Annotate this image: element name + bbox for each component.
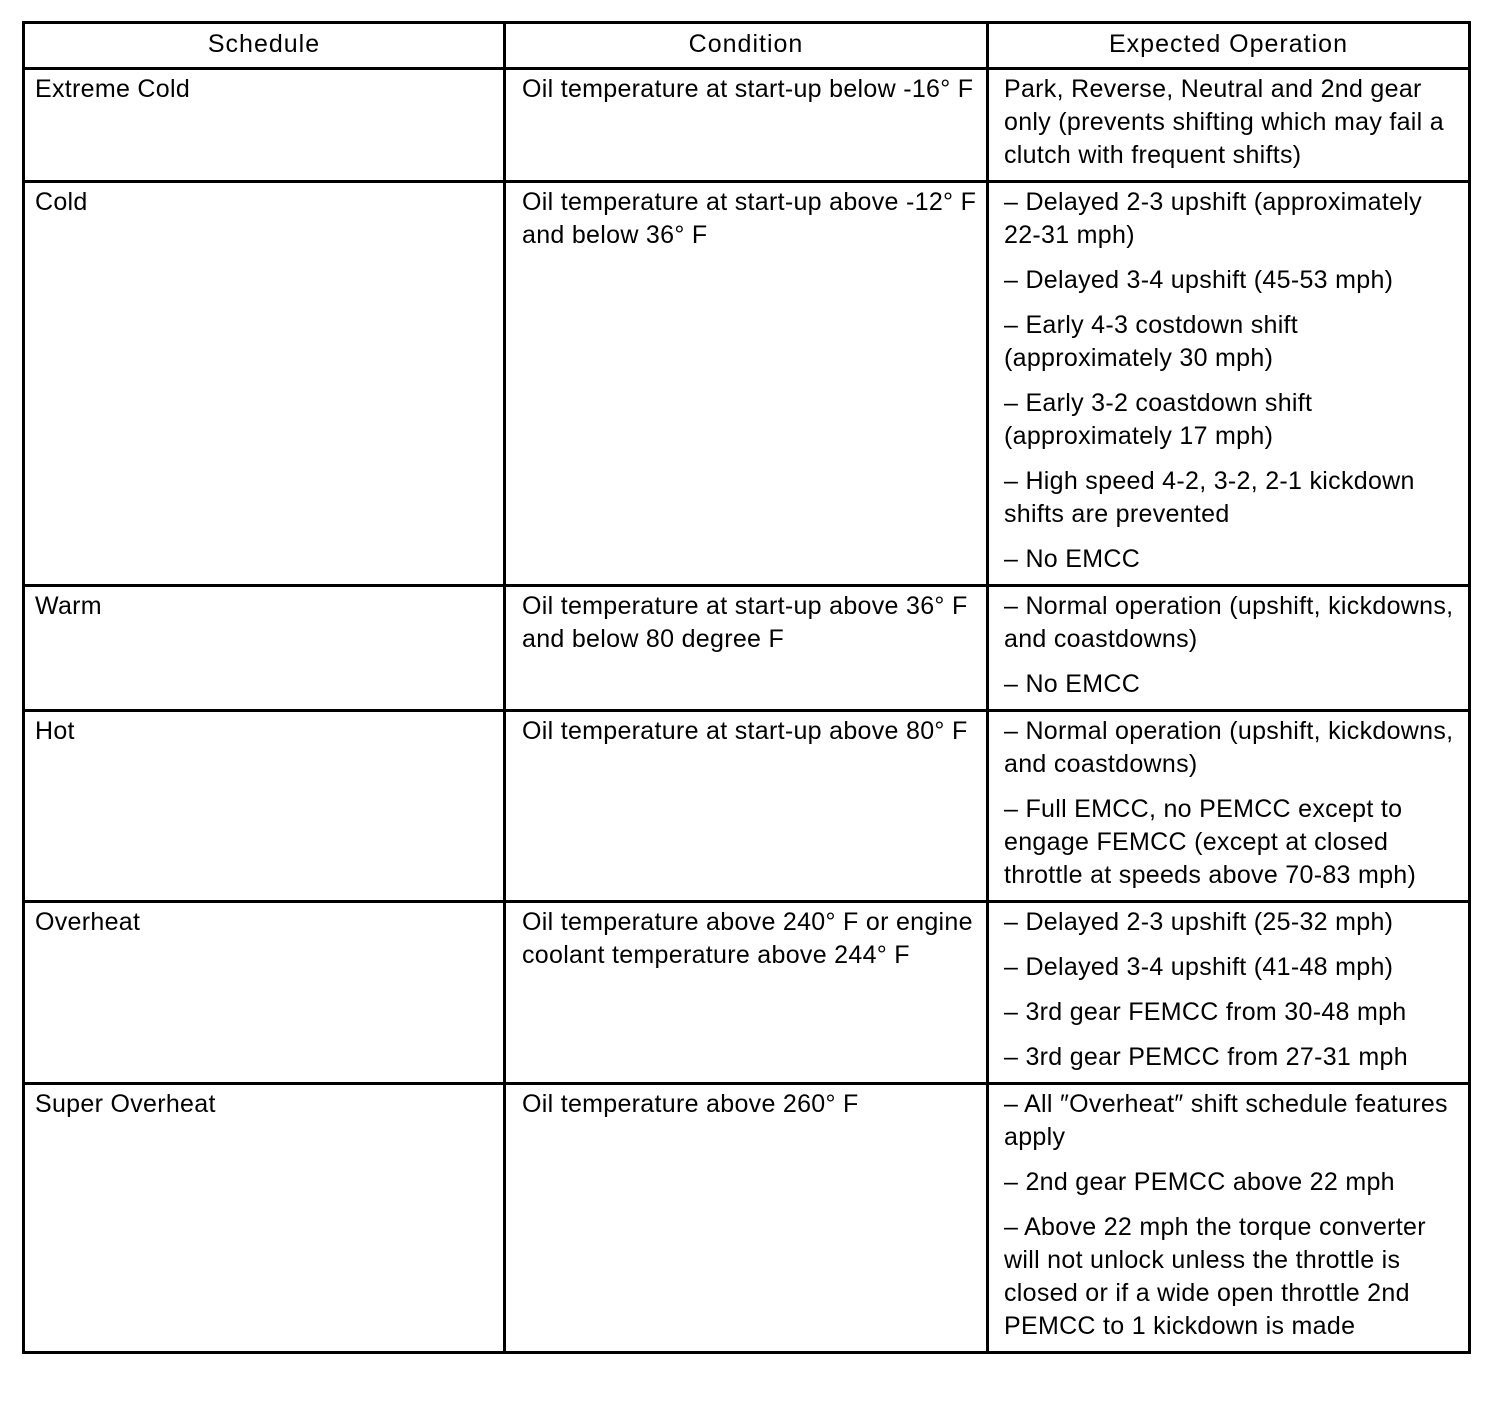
schedule-cell: Warm xyxy=(24,586,505,711)
expected-operation-cell xyxy=(988,1084,1470,1353)
condition-cell: Oil temperature at start-up above -12° F and below 36° F xyxy=(505,182,988,586)
schedule-cell: Extreme Cold xyxy=(24,69,505,182)
operation-item: – Delayed 2-3 upshift (25-32 mph) xyxy=(1004,908,1394,936)
operation-item: – Normal operation (upshift, kickdowns, and coastdowns) xyxy=(1004,717,1454,778)
schedule-cell: Super Overheat xyxy=(24,1084,505,1353)
expected-operation-cell xyxy=(988,586,1470,711)
table-body xyxy=(24,69,1470,1353)
table-row xyxy=(24,711,1470,902)
operation-item: – Normal operation (upshift, kickdowns, and coastdowns) xyxy=(1004,592,1454,653)
operation-item: – 2nd gear PEMCC above 22 mph xyxy=(1004,1168,1395,1196)
operation-item: – Delayed 3-4 upshift (45-53 mph) xyxy=(1004,266,1394,294)
expected-operation-cell xyxy=(988,69,1470,182)
table-row xyxy=(24,1084,1470,1353)
operation-item: – No EMCC xyxy=(1004,545,1141,573)
schedule-cell: Hot xyxy=(24,711,505,902)
table-row xyxy=(24,182,1470,586)
operation-item: – Delayed 2-3 upshift (approximately 22-31 mph) xyxy=(1004,188,1422,249)
operation-item: – 3rd gear FEMCC from 30-48 mph xyxy=(1004,998,1407,1026)
condition-cell: Oil temperature at start-up above 36° F and below 80 degree F xyxy=(505,586,988,711)
operation-item: – Delayed 3-4 upshift (41-48 mph) xyxy=(1004,953,1394,981)
condition-cell: Oil temperature above 240° F or engine coolant temperature above 244° F xyxy=(505,902,988,1084)
operation-item: – Early 3-2 coastdown shift (approximately 17 mph) xyxy=(1004,389,1313,450)
condition-cell: Oil temperature above 260° F xyxy=(505,1084,988,1353)
operation-item: – Full EMCC, no PEMCC except to engage FEMCC (except at closed throttle at speeds above 70-83 mph) xyxy=(1004,795,1417,889)
header-expected-operation: Expected Operation xyxy=(988,23,1470,69)
expected-operation-cell xyxy=(988,902,1470,1084)
shift-schedule-table xyxy=(22,21,1471,1354)
operation-item: – High speed 4-2, 3-2, 2-1 kickdown shifts are prevented xyxy=(1004,467,1415,528)
operation-item: – Early 4-3 costdown shift (approximately 30 mph) xyxy=(1004,311,1299,372)
schedule-cell: Overheat xyxy=(24,902,505,1084)
header-condition: Condition xyxy=(505,23,988,69)
condition-cell: Oil temperature at start-up above 80° F xyxy=(505,711,988,902)
operation-item: – No EMCC xyxy=(1004,670,1141,698)
table-row xyxy=(24,69,1470,182)
header-schedule: Schedule xyxy=(24,23,505,69)
operation-item: – All ″Overheat″ shift schedule features apply xyxy=(1004,1090,1448,1151)
schedule-cell: Cold xyxy=(24,182,505,586)
header-row xyxy=(24,23,1470,69)
table-row xyxy=(24,586,1470,711)
expected-operation-cell xyxy=(988,182,1470,586)
table-row xyxy=(24,902,1470,1084)
operation-item: – Above 22 mph the torque converter will not unlock unless the throttle is closed or if a wide open throttle 2nd PEMCC to 1 kickdown is made xyxy=(1004,1213,1426,1340)
operation-item: Park, Reverse, Neutral and 2nd gear only (prevents shifting which may fail a clutch with frequent shifts) xyxy=(1004,75,1444,169)
expected-operation-cell xyxy=(988,711,1470,902)
operation-item: – 3rd gear PEMCC from 27-31 mph xyxy=(1004,1043,1408,1071)
condition-cell: Oil temperature at start-up below -16° F xyxy=(505,69,988,182)
